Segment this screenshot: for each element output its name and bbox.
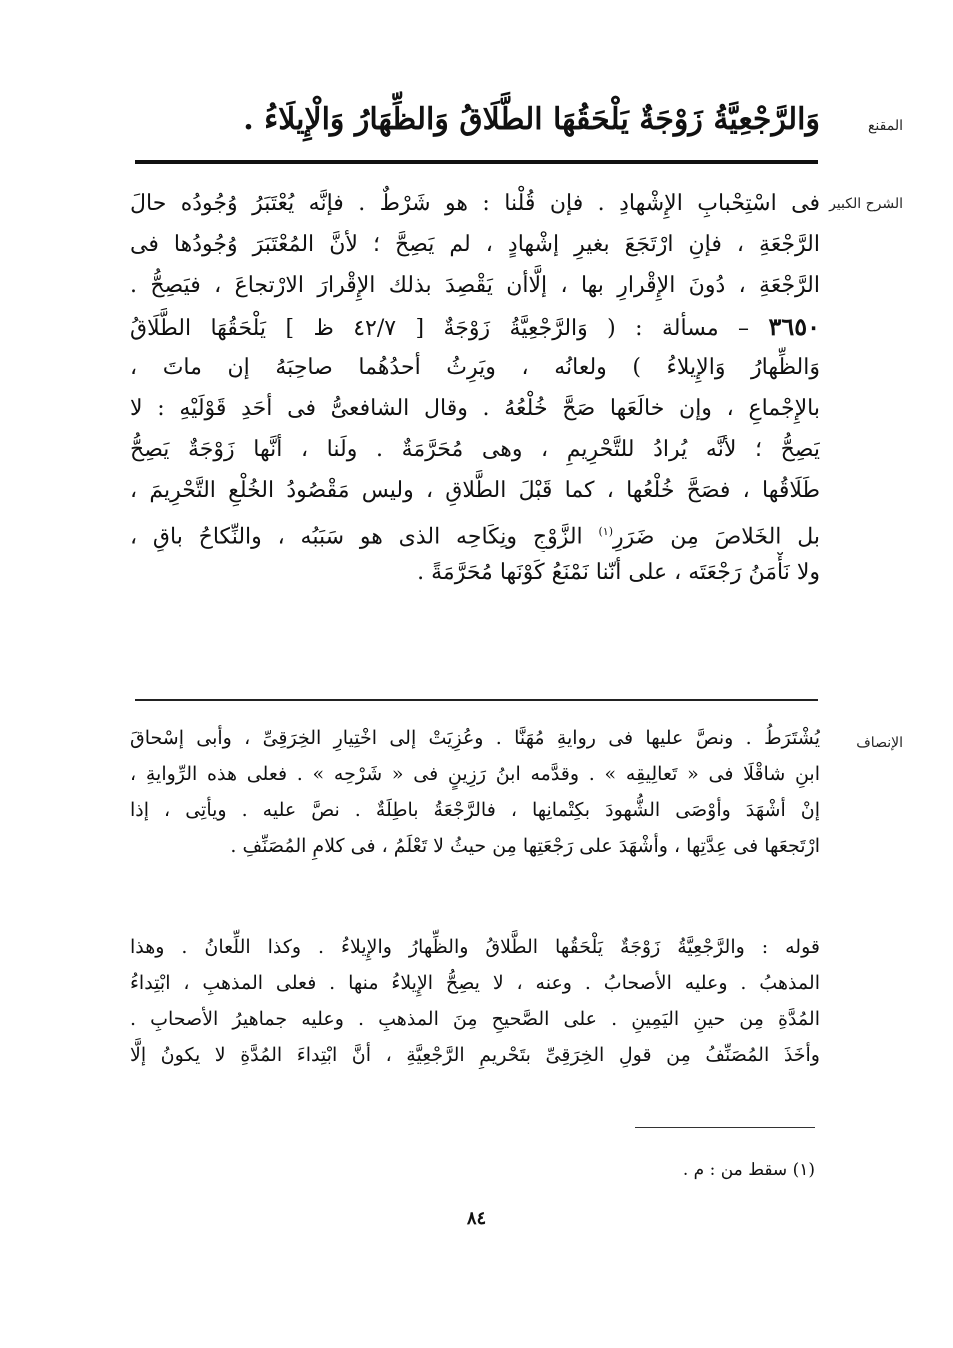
sharh-line: وَالظِّهارُ وَالإِيلاءُ ) ولعانُه ، ويَرِثُ أحدُهُما صاحِبَهُ إن ماتَ ، <box>130 355 820 380</box>
insaf-line: المُدَّةِ مِن حينِ اليَمِينِ . على الصَّحيحِ مِنَ المذهبِ . وعليه جماهيرُ الأصحابِ . <box>130 1008 820 1030</box>
sharh-line: يَصِحُّ ؛ لأنَّه يُرادُ للتَّحْرِيمِ ، وهى مُحَرَّمَةٌ . ولَنا ، أنَّها زَوْجَةٌ يَصِحُّ <box>130 437 820 462</box>
insaf-line: وأخَذَ المُصَنِّفُ مِن قولِ الخِرَقِىِّ بتَحْريمِ الرَّجْعِيَّةِ ، أنَّ ابْتِداءَ المُدَّةِ لا يكونُ إلَّا <box>130 1044 820 1066</box>
footnote: (١) سقط من : م . <box>682 1160 815 1180</box>
sharh-text-part: بل الخَلاصَ مِن ضَرَرِ <box>613 524 820 550</box>
sharh-line: طَلَاقُها ، فصَحَّ خُلْعُها ، كما قَبْلَ الطَّلاقِ ، وليس مَقْصُودُ الخُلْعِ التَّحْرِيمَ ، <box>130 478 820 503</box>
sharh-line: ولا نَأْمَنُ رَجْعَتَه ، على أنّنا نَمْنَعُ كَوْنَها مُحَرَّمَةً . <box>417 560 820 585</box>
sharh-line: الرَّجْعَةِ ، فإنِ ارْتَجَعَ بغيرِ إشْهادٍ ، لم يَصِحَّ ؛ لأنَّ المُعْتَبَرَ وُجُودُها فى <box>130 232 820 257</box>
insaf-line: قوله : والرَّجْعِيَّةُ زَوْجَةٌ يَلْحَقُها الطَّلاقُ والظِّهارُ والإِيلاءُ . وكذا اللِّعانُ . وهذا <box>130 936 820 958</box>
insaf-line: المذهبُ . وعليه الأصحابُ . وعنه ، لا يصِحُّ الإِيلاءُ منها . فعلى المذهبِ ، ابْتِداءُ <box>130 972 820 994</box>
masala-heading-line <box>130 306 820 347</box>
sharh-line: بالإِجْماعِ ، وإن خالَعَها صَحَّ خُلْعُهُ . وقال الشافعىُّ فى أحَدِ قَوْلَيْهِ : لا <box>130 396 820 421</box>
insaf-line: إنْ أشْهَدَ وأوْصَى الشُّهودَ بكِتْمانِها ، فالرَّجْعَةُ باطِلَةٌ . نصَّ عليه . ويأتِى ، إذا <box>130 799 820 821</box>
section-divider-thin <box>135 699 818 701</box>
label-sharh: الشرح الكبير <box>829 196 903 212</box>
insaf-para-1 <box>130 720 820 864</box>
sharh-line: فى اسْتِحْبابِ الإِشْهادِ . فإن قُلْنا : هو شَرْطٌ . فإنَّه يُعْتَبَرُ وُجُودُه حالَ <box>130 191 820 216</box>
masala-text: – مسألة : ( وَالرَّجْعِيَّةُ زَوْجَةٌ [ ٤٢/٧ ظ ] يَلْحَقُهَا الطَّلَاقُ <box>130 316 750 341</box>
section-divider-thick <box>135 160 818 164</box>
insaf-para-2 <box>130 929 820 1073</box>
masala-number: ٣٦٥٠ <box>768 312 820 341</box>
label-insaf: الإنصاف <box>856 735 903 751</box>
sharh-line: الرَّجْعَةِ ، دُونَ الإِقْرارِ بها ، إلَّاأن يَقْصِدَ بذلك الإِقْرارَ الارْتجاعَ ، فيَصِحُّ . <box>130 273 820 298</box>
footnote-divider <box>635 1127 815 1128</box>
insaf-line: يُشْتَرَطُ . ونصَّ عليها فى روايةِ مُهَنَّا . وعُزِيَتْ إلى اخْتِيارِ الخِرَقِىِّ ، وأبى إسْحاقَ <box>130 727 820 749</box>
sharh-line-with-footnote <box>130 511 820 552</box>
insaf-line: ابنِ شاقْلَا فى « تَعالِيقِه » . وقدَّمه ابنُ رَزِينٍ فى « شَرْحِه » . فعلى هذه الرِّوايةِ ، <box>130 763 820 785</box>
muqni-text: وَالرَّجْعِيَّةُ زَوْجَةٌ يَلْحَقُهَا الطَّلَاقُ وَالظِّهَارُ وَالْإِيلَاءُ . <box>243 102 820 137</box>
page-number: ٨٤ <box>466 1208 487 1229</box>
insaf-line: ارْتَجعَها فى عِدَّتِها ، وأشْهَدَ على رَجْعَتِها مِن حيثُ لا تَعْلَمُ ، فى كلامِ المُصَنِّفِ . <box>230 835 820 857</box>
sharh-text-part: الزَّوْجِ ونِكَاحِه الذى هو سَبَبُه ، والنِّكاحُ باقٍ ، <box>130 524 583 550</box>
sharh-body <box>130 183 820 593</box>
footnote-marker[interactable]: (١) <box>598 525 614 538</box>
label-muqni: المقنع <box>867 118 903 134</box>
